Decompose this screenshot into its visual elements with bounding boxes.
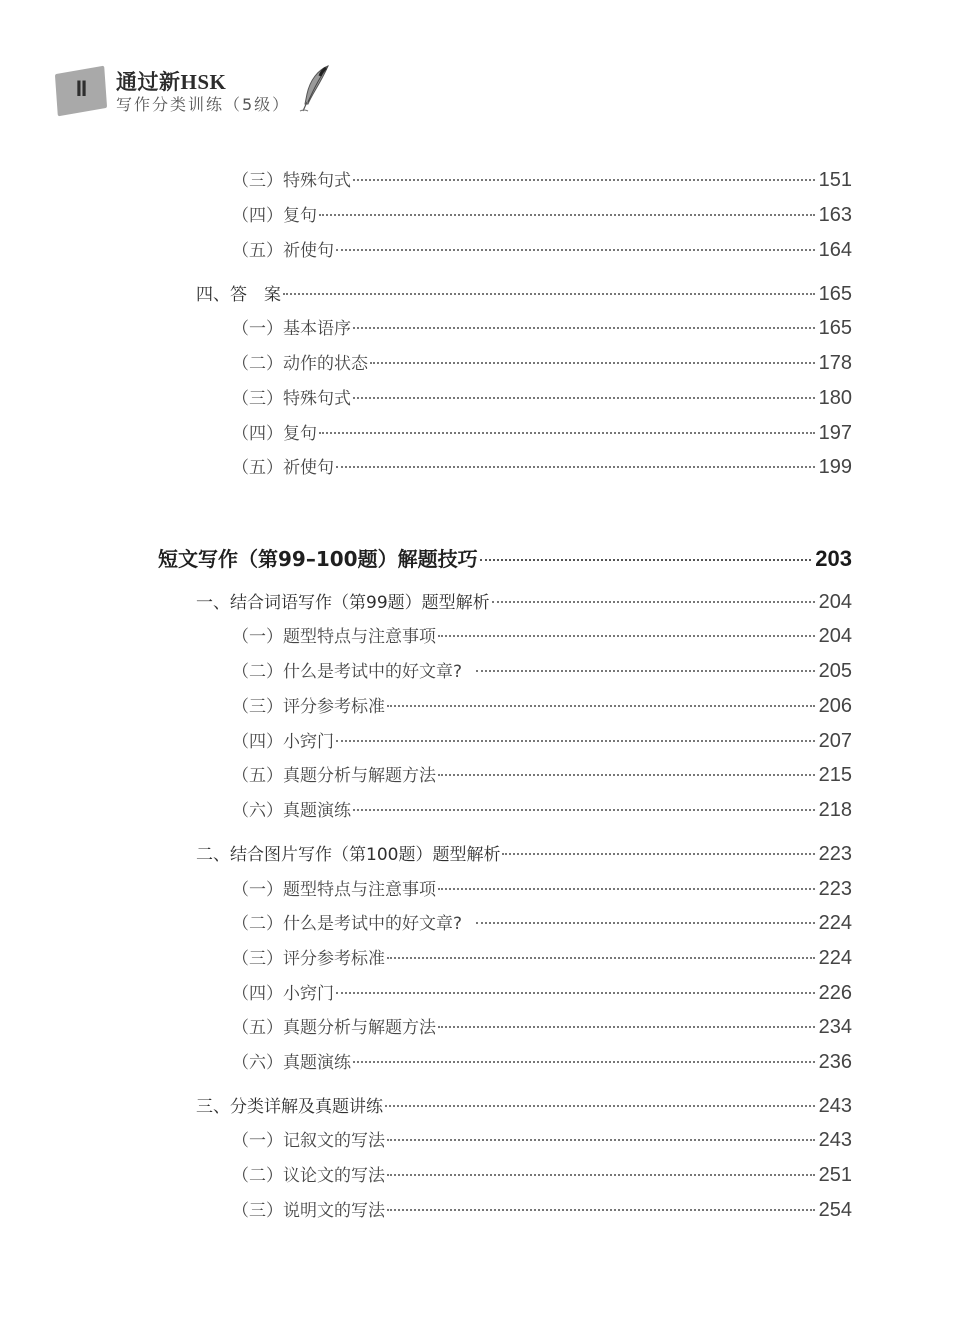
toc-entry-label: （一）记叙文的写法: [232, 1131, 385, 1151]
toc-entry[interactable]: [232, 1048, 852, 1074]
toc-entry[interactable]: [232, 236, 852, 262]
toc-entry-label: （六）真题演练: [232, 1053, 351, 1073]
toc-entry-page: 223: [818, 843, 852, 865]
leader-dots: [476, 669, 815, 672]
toc-entry[interactable]: [232, 1126, 852, 1152]
toc-entry[interactable]: [232, 909, 852, 935]
toc-entry[interactable]: [232, 1196, 852, 1222]
toc-entry-page: 243: [818, 1129, 852, 1151]
toc-section[interactable]: [196, 1092, 852, 1118]
toc-entry[interactable]: [232, 622, 852, 648]
toc-entry-label: （四）复句: [232, 424, 317, 444]
toc-entry-page: 180: [818, 387, 852, 409]
toc-entry-page: 234: [818, 1016, 852, 1038]
toc-entry-label: 二、结合图片写作（第100题）题型解析: [196, 845, 501, 865]
toc-entry-label: （一）基本语序: [232, 319, 351, 339]
toc-entry-label: （三）特殊句式: [232, 171, 351, 191]
toc-entry-page: 164: [818, 239, 852, 261]
toc-entry-label: 四、答 案: [196, 285, 281, 305]
toc-entry-page: 163: [818, 204, 852, 226]
leader-dots: [353, 1060, 815, 1063]
toc-entry-label: （五）祈使句: [232, 458, 334, 478]
book-subtitle: 写作分类训练（5级）: [116, 95, 291, 114]
toc-entry-label: （三）评分参考标准: [232, 697, 385, 717]
toc-entry[interactable]: [232, 419, 852, 445]
toc-entry-page: 224: [818, 947, 852, 969]
leader-dots: [387, 704, 815, 707]
toc-chapter-page: 203: [815, 546, 852, 571]
toc-section[interactable]: [196, 588, 852, 614]
toc-entry-label: （五）真题分析与解题方法: [232, 766, 436, 786]
quill-icon: [298, 64, 332, 114]
toc-entry[interactable]: [232, 692, 852, 718]
toc-entry[interactable]: [232, 384, 852, 410]
leader-dots: [387, 1208, 815, 1211]
toc-entry-page: 199: [818, 456, 852, 478]
toc-entry-label: （三）评分参考标准: [232, 949, 385, 969]
toc-entry[interactable]: [232, 875, 852, 901]
toc-entry[interactable]: [232, 761, 852, 787]
leader-dots: [387, 1173, 815, 1176]
toc-entry-label: （四）小窍门: [232, 732, 334, 752]
toc-entry-page: 236: [818, 1051, 852, 1073]
toc-entry-label: 一、结合词语写作（第99题）题型解析: [196, 593, 490, 613]
leader-dots: [353, 326, 815, 329]
leader-dots: [353, 396, 815, 399]
leader-dots: [480, 558, 812, 561]
leader-dots: [438, 1025, 815, 1028]
toc-entry-page: 218: [818, 799, 852, 821]
toc-entry-label: （一）题型特点与注意事项: [232, 627, 436, 647]
toc-entry-label: （五）祈使句: [232, 241, 334, 261]
toc-entry-label: （二）什么是考试中的好文章?: [232, 662, 463, 682]
toc-entry-label: （二）什么是考试中的好文章?: [232, 914, 463, 934]
leader-dots: [319, 213, 815, 216]
toc-entry-page: 197: [818, 422, 852, 444]
toc-entry-page: 205: [818, 660, 852, 682]
toc-entry-page: 204: [818, 591, 852, 613]
leader-dots: [370, 361, 815, 364]
toc-entry-label: （四）复句: [232, 206, 317, 226]
leader-dots: [476, 921, 815, 924]
toc-entry-page: 165: [818, 283, 852, 305]
leader-dots: [353, 178, 815, 181]
toc-entry-label: （一）题型特点与注意事项: [232, 880, 436, 900]
toc-entry-page: 206: [818, 695, 852, 717]
leader-dots: [336, 248, 815, 251]
toc-entry-label: （四）小窍门: [232, 984, 334, 1004]
toc-entry[interactable]: [232, 314, 852, 340]
leader-dots: [336, 991, 815, 994]
leader-dots: [336, 739, 815, 742]
toc-entry-label: （三）说明文的写法: [232, 1201, 385, 1221]
leader-dots: [502, 852, 814, 855]
leader-dots: [336, 465, 815, 468]
toc-entry-page: 215: [818, 764, 852, 786]
page-number-roman: II: [75, 76, 87, 101]
toc-entry-label: 三、分类详解及真题讲练: [196, 1097, 383, 1117]
leader-dots: [283, 292, 815, 295]
toc-entry-page: 224: [818, 912, 852, 934]
toc-entry-page: 223: [818, 878, 852, 900]
toc-entry[interactable]: [232, 979, 852, 1005]
leader-dots: [438, 773, 815, 776]
leader-dots: [438, 887, 815, 890]
toc-entry[interactable]: [232, 1161, 852, 1187]
toc-entry[interactable]: [232, 796, 852, 822]
toc-entry[interactable]: [232, 201, 852, 227]
toc-entry-page: 251: [818, 1164, 852, 1186]
toc-entry[interactable]: [232, 166, 852, 192]
toc-entry-label: （二）议论文的写法: [232, 1166, 385, 1186]
toc-entry[interactable]: [232, 1013, 852, 1039]
toc-entry[interactable]: [232, 944, 852, 970]
toc-entry-page: 254: [818, 1199, 852, 1221]
toc-chapter[interactable]: [158, 543, 852, 572]
toc-section[interactable]: [196, 840, 852, 866]
toc-entry-page: 243: [818, 1095, 852, 1117]
leader-dots: [319, 431, 815, 434]
toc-entry-page: 204: [818, 625, 852, 647]
toc-chapter-label: 短文写作（第99–100题）解题技巧: [158, 547, 478, 571]
leader-dots: [385, 1104, 815, 1107]
toc-entry-page: 165: [818, 317, 852, 339]
toc-entry-page: 151: [818, 169, 852, 191]
leader-dots: [353, 808, 815, 811]
toc-entry-page: 226: [818, 982, 852, 1004]
toc-entry[interactable]: [232, 657, 852, 683]
leader-dots: [387, 1138, 815, 1141]
toc-entry-page: 178: [818, 352, 852, 374]
toc-entry[interactable]: [232, 453, 852, 479]
book-title: 通过新HSK: [116, 70, 227, 94]
toc-entry-label: （二）动作的状态: [232, 354, 368, 374]
toc-entry-page: 207: [818, 730, 852, 752]
toc-section[interactable]: [196, 280, 852, 306]
page-header: [52, 62, 372, 122]
toc-entry-label: （三）特殊句式: [232, 389, 351, 409]
leader-dots: [438, 634, 815, 637]
toc-entry-label: （五）真题分析与解题方法: [232, 1018, 436, 1038]
leader-dots: [492, 600, 815, 603]
toc-entry-label: （六）真题演练: [232, 801, 351, 821]
toc-entry[interactable]: [232, 349, 852, 375]
leader-dots: [387, 956, 815, 959]
toc-entry[interactable]: [232, 727, 852, 753]
